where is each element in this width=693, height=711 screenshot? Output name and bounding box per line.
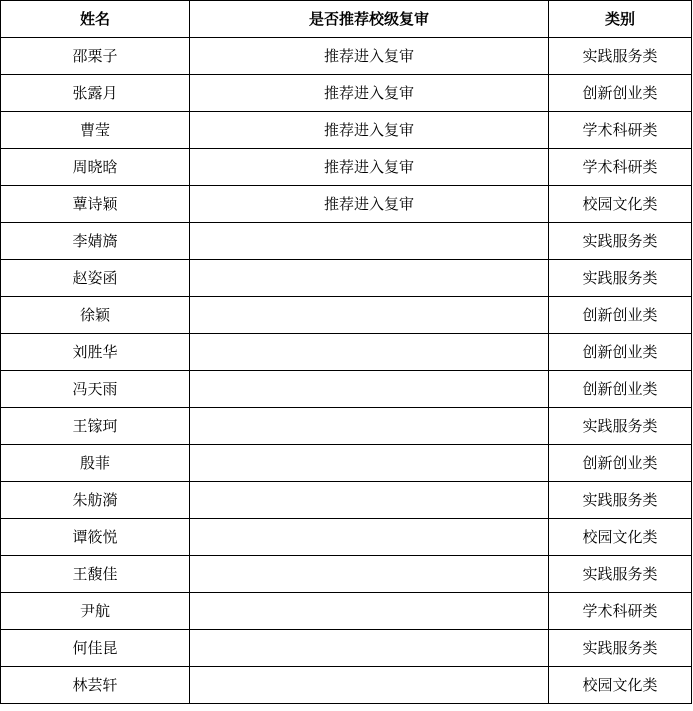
cell-recommend (190, 556, 549, 593)
cell-category: 创新创业类 (549, 297, 692, 334)
table-row (1, 297, 692, 334)
table-row (1, 112, 692, 149)
cell-category: 创新创业类 (549, 75, 692, 112)
cell-category: 实践服务类 (549, 630, 692, 667)
cell-name: 曹莹 (1, 112, 190, 149)
cell-recommend (190, 371, 549, 408)
cell-name: 林芸轩 (1, 667, 190, 704)
cell-name: 周晓晗 (1, 149, 190, 186)
table-row (1, 630, 692, 667)
cell-name: 刘胜华 (1, 334, 190, 371)
cell-category: 学术科研类 (549, 149, 692, 186)
cell-recommend (190, 260, 549, 297)
table-row (1, 556, 692, 593)
cell-name: 李婧旖 (1, 223, 190, 260)
cell-recommend (190, 297, 549, 334)
cell-recommend (190, 445, 549, 482)
cell-category: 校园文化类 (549, 667, 692, 704)
table-row (1, 186, 692, 223)
cell-category: 实践服务类 (549, 223, 692, 260)
cell-category: 创新创业类 (549, 445, 692, 482)
cell-category: 创新创业类 (549, 371, 692, 408)
cell-recommend: 推荐进入复审 (190, 112, 549, 149)
cell-name: 徐颖 (1, 297, 190, 334)
cell-category: 校园文化类 (549, 519, 692, 556)
cell-name: 赵姿函 (1, 260, 190, 297)
cell-name: 王馥佳 (1, 556, 190, 593)
table-row (1, 482, 692, 519)
cell-name: 邵栗子 (1, 38, 190, 75)
table-row (1, 593, 692, 630)
cell-recommend: 推荐进入复审 (190, 75, 549, 112)
cell-recommend: 推荐进入复审 (190, 38, 549, 75)
cell-category: 实践服务类 (549, 556, 692, 593)
cell-category: 学术科研类 (549, 112, 692, 149)
cell-name: 谭筱悦 (1, 519, 190, 556)
cell-name: 冯天雨 (1, 371, 190, 408)
cell-name: 尹航 (1, 593, 190, 630)
table-row (1, 519, 692, 556)
cell-recommend: 推荐进入复审 (190, 149, 549, 186)
cell-name: 朱舫漪 (1, 482, 190, 519)
table-header-row (1, 1, 692, 38)
cell-recommend (190, 593, 549, 630)
table-row (1, 38, 692, 75)
cell-recommend (190, 630, 549, 667)
cell-name: 何佳昆 (1, 630, 190, 667)
cell-recommend (190, 519, 549, 556)
cell-recommend (190, 223, 549, 260)
table-row (1, 371, 692, 408)
cell-category: 学术科研类 (549, 593, 692, 630)
cell-recommend (190, 334, 549, 371)
cell-recommend: 推荐进入复审 (190, 186, 549, 223)
cell-name: 王镓珂 (1, 408, 190, 445)
table-row (1, 223, 692, 260)
table-row (1, 445, 692, 482)
table-row (1, 408, 692, 445)
cell-category: 校园文化类 (549, 186, 692, 223)
cell-category: 实践服务类 (549, 260, 692, 297)
cell-category: 实践服务类 (549, 482, 692, 519)
table-row (1, 334, 692, 371)
table-row (1, 667, 692, 704)
cell-recommend (190, 482, 549, 519)
cell-category: 实践服务类 (549, 408, 692, 445)
cell-name: 蕈诗颖 (1, 186, 190, 223)
cell-name: 殷菲 (1, 445, 190, 482)
table-row (1, 75, 692, 112)
table-body (1, 38, 692, 704)
cell-recommend (190, 408, 549, 445)
header-name: 姓名 (1, 1, 190, 38)
cell-name: 张露月 (1, 75, 190, 112)
table-row (1, 260, 692, 297)
header-recommend: 是否推荐校级复审 (190, 1, 549, 38)
cell-category: 实践服务类 (549, 38, 692, 75)
table-row (1, 149, 692, 186)
cell-category: 创新创业类 (549, 334, 692, 371)
cell-recommend (190, 667, 549, 704)
header-category: 类别 (549, 1, 692, 38)
